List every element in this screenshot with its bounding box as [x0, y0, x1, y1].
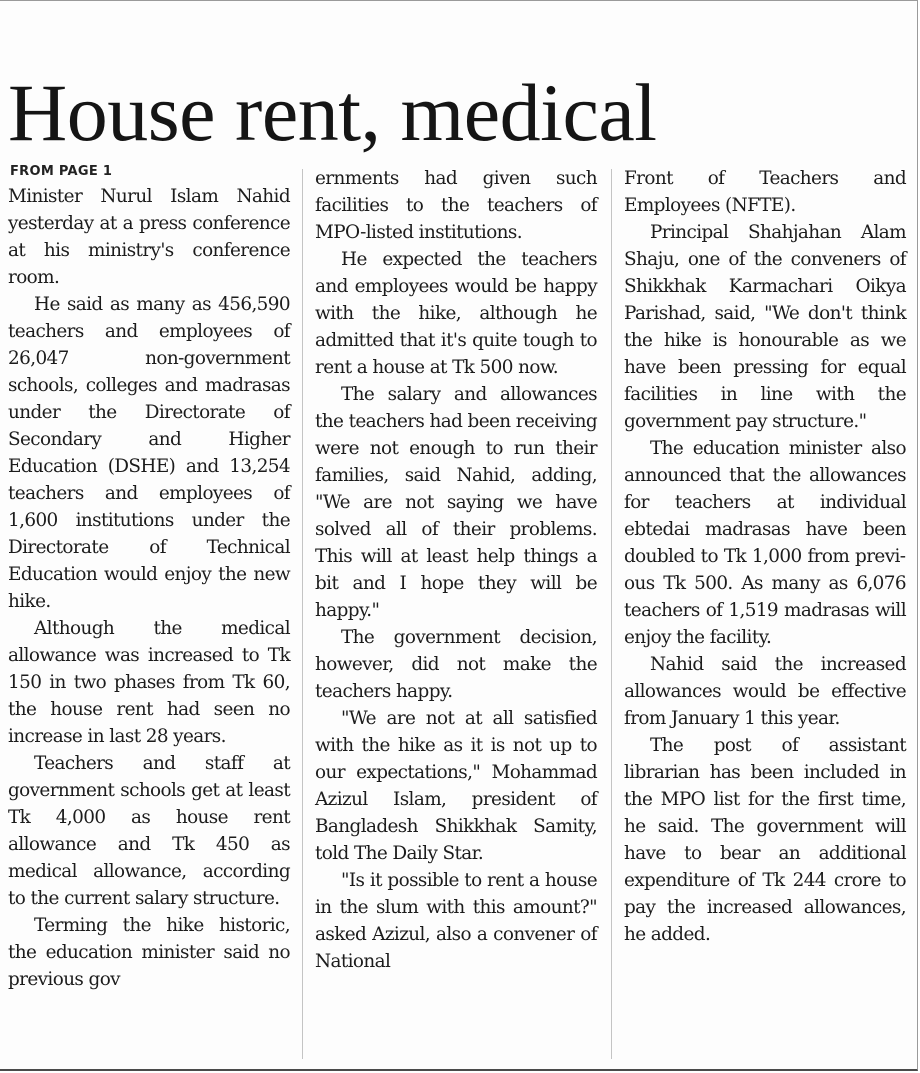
article-column-1 [8, 183, 290, 993]
article-column-3 [624, 165, 906, 948]
paragraph: The post of assistant librarian has been included in the MPO list for the first time, he said. The government will have to bear an additional expenditure of Tk 244 crore to pay the increased allowances, he added. [624, 735, 906, 945]
headline: House rent, medical [8, 67, 657, 158]
paragraph: Nahid said the increased allowances would be effective from January 1 this year. [624, 654, 906, 729]
paragraph: "Is it possible to rent a house in the slum with this amount?" asked Azizul, also a convener of National [315, 870, 597, 972]
paragraph: Although the medical allowance was increased to Tk 150 in two phases from Tk 60, the house rent had seen no increase in last 28 years. [8, 618, 290, 747]
column-rule [611, 169, 612, 1059]
column-rule [302, 169, 303, 1059]
article-column-2 [315, 165, 597, 975]
paragraph: The government decision, however, did not make the teachers happy. [315, 627, 597, 702]
paragraph: Terming the hike historic, the education minister said no previous gov [8, 915, 290, 990]
paragraph: He expected the teachers and employees would be happy with the hike, although he admitted that it's quite tough to rent a house at Tk 500 now. [315, 249, 597, 378]
paragraph: Front of Teachers and Employees (NFTE). [624, 168, 906, 216]
paragraph: Minister Nurul Islam Nahid yesterday at a press conference at his ministry's conference room. [8, 186, 290, 288]
paragraph: The salary and allowances the teachers had been receiving were not enough to run their families, said Nahid, adding, "We are not saying we have solved all of their problems. This will at least help things a bit and I hope they will be happy." [315, 384, 597, 621]
paragraph: He said as many as 456,590 teachers and employees of 26,047 non-government schools, colleges and madrasas under the Directorate of Secondary and Higher Education (DSHE) and 13,254 teachers and employees of 1,600 institutions under the Directorate of Technical Education would enjoy the new hike. [8, 294, 290, 612]
paragraph: ernments had given such facilities to the teachers of MPO-listed institutions. [315, 168, 597, 243]
paragraph: The education minister also announced that the allowances for teachers at individual ebtedai madrasas have been doubled to Tk 1,000 from previous Tk 500. As many as 6,076 teachers of 1,519 madrasas will enjoy the facility. [624, 438, 906, 648]
paragraph: Teachers and staff at government schools get at least Tk 4,000 as house rent allowance and Tk 450 as medical allowance, according to the current salary structure. [8, 753, 290, 909]
paragraph: Principal Shahjahan Alam Shaju, one of the conveners of Shikkhak Karmachari Oikya Parishad, said, "We don't think the hike is honourable as we have been pressing for equal facilities in line with the government pay structure." [624, 222, 906, 432]
kicker-from-page: FROM PAGE 1 [10, 164, 113, 179]
paragraph: "We are not at all satisfied with the hike as it is not up to our expectations," Mohammad Azizul Islam, president of Bangladesh Shikkhak Samity, told The Daily Star. [315, 708, 597, 864]
